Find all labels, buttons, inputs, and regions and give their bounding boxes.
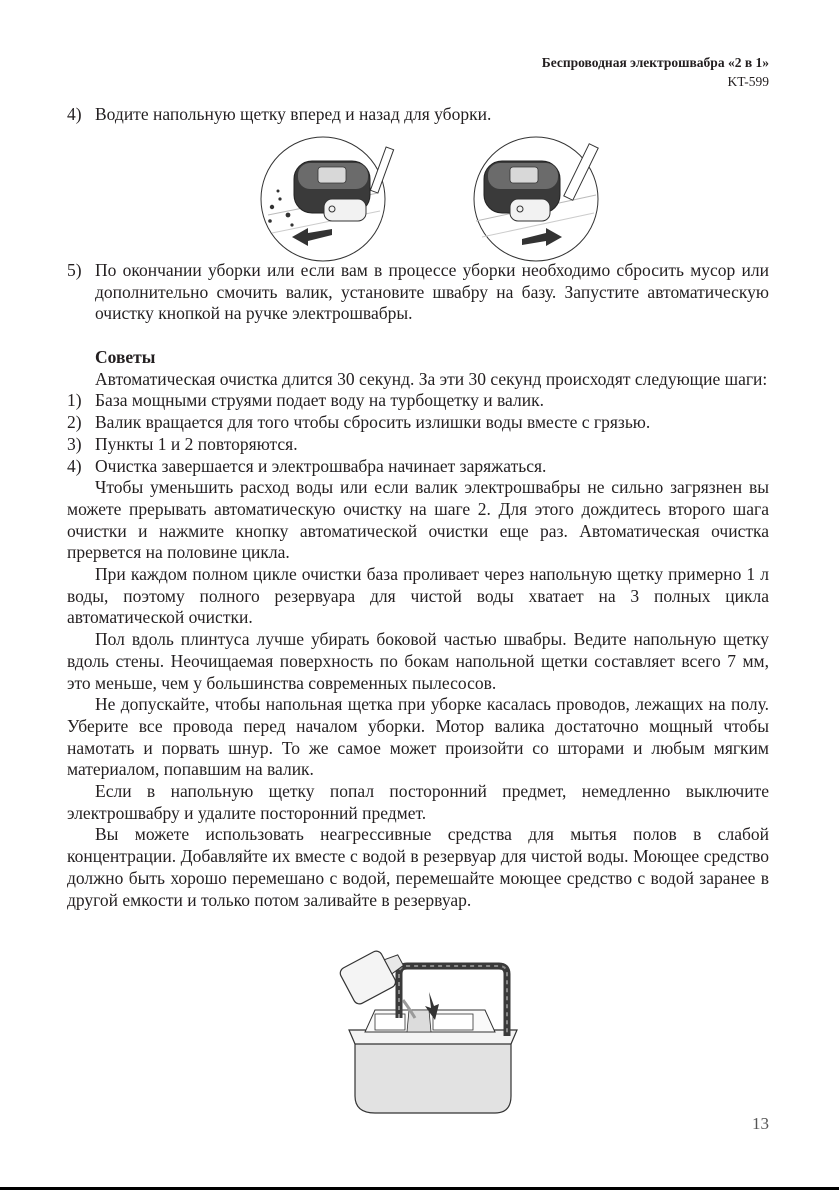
- tips-step-text: Пункты 1 и 2 повторяются.: [95, 433, 298, 454]
- tips-paragraph: Если в напольную щетку попал посторонний предмет, немедленно выключите электрошвабру и удалите посторонний предмет.: [67, 781, 769, 823]
- tips-step-text: Валик вращается для того чтобы сбросить излишки воды вместе с грязью.: [95, 412, 651, 433]
- tips-step-text: Очистка завершается и электрошвабра начинает заряжаться.: [95, 455, 547, 476]
- dirt-particles: [268, 190, 293, 227]
- tips-paragraph: При каждом полном цикле очистки база проливает через напольную щетку примерно 1 л воды, поэтому полного резервуара для чистой воды хватает на 3 полных цикла автоматической очистки.: [67, 564, 769, 628]
- step-4: [67, 104, 769, 126]
- tips-step-number: 4): [67, 455, 82, 476]
- tips-step: [67, 456, 769, 478]
- tips-step-text: База мощными струями подает воду на турбощетку и валик.: [95, 390, 544, 411]
- tips-step: [67, 412, 769, 434]
- step-4-text: Водите напольную щетку вперед и назад для уборки.: [95, 104, 492, 124]
- bottom-border-line: [0, 1187, 839, 1190]
- brush-forward-scene: [474, 137, 598, 261]
- water-tank-filling-illustration: [335, 948, 525, 1118]
- tips-section: [67, 347, 769, 911]
- tips-intro: Автоматическая очистка длится 30 секунд. За эти 30 секунд происходят следующие шаги:: [95, 368, 768, 389]
- tips-paragraph: Пол вдоль плинтуса лучше убирать боковой частью швабры. Ведите напольную щетку вдоль стены. Неочищаемая поверхность по бокам напольной щетки составляет всего 7 мм, это меньше, чем у большинства современных пылесосов.: [67, 629, 769, 693]
- step-4-number: 4): [67, 104, 82, 124]
- header-model: KT-599: [727, 74, 769, 89]
- tips-heading: Советы: [95, 347, 156, 367]
- tips-step: [67, 390, 769, 412]
- brush-backward-scene: [261, 137, 394, 261]
- header-title: Беспроводная электрошвабра «2 в 1»: [541, 55, 769, 70]
- tips-step: [67, 434, 769, 456]
- brush-forward-backward-illustration: [258, 133, 608, 265]
- step-5: [67, 260, 769, 325]
- step-5-text: По окончании уборки или если вам в процессе уборки необходимо сбросить мусор или дополнительно смочить валик, установите швабру на базу. Запустите автоматическую очистку кнопкой на ручке электрошвабры.: [95, 260, 769, 324]
- tips-step-number: 1): [67, 390, 82, 411]
- tips-paragraph: Не допускайте, чтобы напольная щетка при уборке касалась проводов, лежащих на полу. Уберите все провода перед началом уборки. Мотор валика достаточно мощный чтобы намотать и порвать шнур. То же самое может произойти со шторами и любым мягким материалом, попавшим на валик.: [67, 694, 769, 780]
- tips-step-number: 3): [67, 433, 82, 454]
- step-5-number: 5): [67, 260, 82, 280]
- tips-paragraph: Вы можете использовать неагрессивные средства для мытья полов в слабой концентрации. Добавляйте их вместе с водой в резервуар для чистой воды. Моющее средство должно быть хорошо перемешано с водой, перемешайте моющее средство с водой заранее в другой емкости и только потом заливайте в резервуар.: [67, 824, 769, 910]
- tips-paragraph: Чтобы уменьшить расход воды или если валик электрошвабры не сильно загрязнен вы можете прерывать автоматическую очистку на шаге 2. Для этого дождитесь второго шага очистки и нажмите кнопку автоматической очистки еще раз. Автоматическая очистка прервется на половине цикла.: [67, 477, 769, 563]
- page-number: 13: [752, 1114, 769, 1133]
- tips-step-number: 2): [67, 412, 82, 433]
